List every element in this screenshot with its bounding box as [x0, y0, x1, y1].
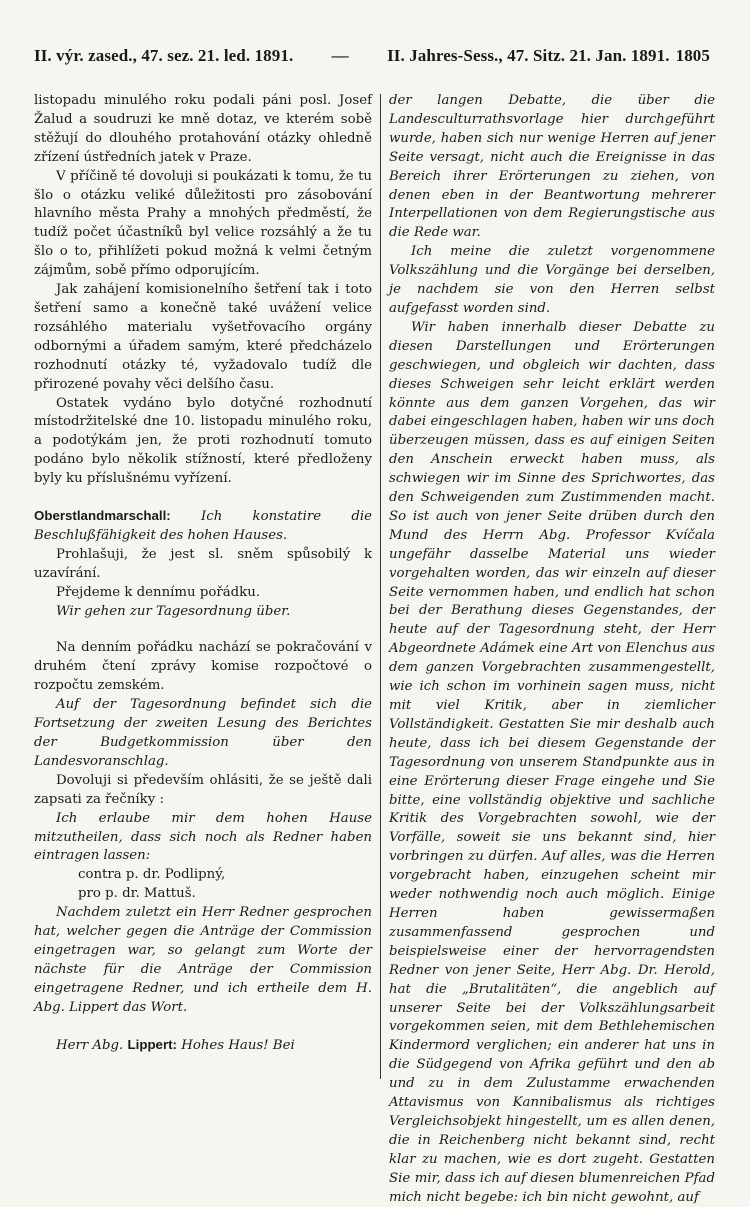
- speaker-list: [34, 866, 372, 904]
- paragraph: Auf der Tagesordnung befindet sich die Fortsetzung der zweiten Lesung des Berichtes der Budgetkommission über den Landesvoranschlag.: [34, 697, 372, 769]
- speaker-paragraph: [34, 507, 372, 546]
- paragraph: listopadu minulého roku podali páni posl. Josef Žalud a soudruzi ke mně dotaz, ve kterém sobě stěžují do dlouhého protahování otázky ohledně zřízení ústředních jatek v Praze.: [34, 93, 372, 165]
- page-number: 1805: [675, 46, 710, 65]
- paragraph: Nachdem zuletzt ein Herr Redner gesprochen hat, welcher gegen die Anträge der Commission eingetragen war, so gelangt zum Worte der nächste für die Anträge der Commission eingetragene Redner, und ich ertheile dem H. Abg. Lippert das Wort.: [34, 905, 372, 1015]
- left-column: [34, 92, 372, 1092]
- speaker-list-item: pro p. dr. Mattuš.: [78, 886, 196, 902]
- header-dash: —: [331, 46, 349, 65]
- speaker-title: Herr Abg.: [56, 1037, 124, 1053]
- speaker-paragraph: [34, 1036, 372, 1056]
- paragraph: V příčině té dovoluji si poukázati k tomu, že tu šlo o otázku veliké důležitosti pro zásobování hlavního města Prahy a mnohých předměstí, že tudíž počet účastníků byl velice rozsáhlý a že tu šlo o to, přihlížeti pokud možná k velmi četným zájmům, sobě přímo odporujícím.: [34, 168, 372, 279]
- paragraph: Ostatek vydáno bylo dotyčné rozhodnutí místodržitelské dne 10. listopadu minulého roku, a podotýkám jen, že proti rozhodnutí tomuto podáno bylo několik stížností, které předloženy byly ku příslušnému vyřízení.: [34, 395, 372, 487]
- paragraph: Jak zahájení komisionelního šetření tak i toto šetření samo a konečně také uvážení velice rozsáhlého materialu vyšetřovacího orgány odbornými a úřadem samým, které předcházelo rozhodnutí otázky té, vyžadovalo tudíž dle přirozené povahy věci delšího času.: [34, 282, 372, 392]
- paragraph: Dovoluji si především ohlásiti, že se ještě dali zapsati za řečníky :: [34, 772, 372, 807]
- paragraph: Prohlašuji, že jest sl. sněm spůsobilý k uzavírání.: [34, 546, 372, 581]
- speaker-text: Ich konstatire die Beschlußfähigkeit des hohen Hauses.: [34, 509, 372, 543]
- paragraph: Ich meine die zuletzt vorgenommene Volkszählung und die Vorgänge bei derselben, je nachdem sie von den Herren selbst aufgefasst worden sind.: [389, 244, 715, 316]
- header-german: II. Jahres-Sess., 47. Sitz. 21. Jan. 1891.: [387, 46, 670, 65]
- speaker-list-item: contra p. dr. Podlipný,: [78, 867, 226, 883]
- paragraph: der langen Debatte, die über die Landesculturrathsvorlage hier durchgeführt wurde, haben sich nur wenige Herren auf jener Seite versagt, nicht auch die Ereignisse in das Bereich ihrer Erörterungen zu ziehen, von denen eben in der Beantwortung mehrerer Interpellationen von dem Regierungstische aus die Rede war.: [389, 93, 715, 241]
- right-column: [389, 92, 715, 1205]
- speaker-name: Oberstlandmarschall:: [34, 508, 171, 524]
- column-divider: [380, 94, 381, 1079]
- paragraph: Přejdeme k dennímu pořádku.: [56, 584, 260, 600]
- paragraph: Wir gehen zur Tagesordnung über.: [56, 603, 291, 619]
- page-header: [34, 46, 710, 72]
- paragraph: Na denním pořádku nachází se pokračování v druhém čtení zprávy komise rozpočtové o rozpočtu zemském.: [34, 640, 372, 694]
- header-czech: II. výr. zased., 47. sez. 21. led. 1891.: [34, 46, 294, 65]
- paragraph: Ich erlaube mir dem hohen Hause mitzutheilen, dass sich noch als Redner haben eintragen lassen:: [34, 810, 372, 864]
- speaker-name: Lippert:: [127, 1036, 177, 1052]
- paragraph: Wir haben innerhalb dieser Debatte zu diesen Darstellungen und Erörterungen geschwiegen, und obgleich wir dachten, dass dieses Schweigen sehr leicht erklärt werden könnte aus dem ganzen Vorgehen, das wir dabei eingeschlagen haben, haben wir uns doch überzeugen müssen, dass es auf einigen Seiten den Anschein erweckt haben muss, als schwiegen wir im Sinne des Sprichwortes, das den Schweigenden zum Zustimmenden macht. So ist auch von jener Seite drüben durch den Mund des Herrn Abg. Professor Kvíčala ungefähr dasselbe Material uns wieder vorgehalten worden, das wir einzeln auf dieser Seite vernommen haben, und endlich hat schon bei der Berathung dieses Gegenstandes, der heute auf der Tagesordnung steht, der Herr Abgeordnete Adámek eine Art von Elenchus aus dem ganzen Vorgebrachten zusammengestellt, wie ich schon im vorhinein sagen muss, nicht mit viel Kritik, aber in ziemlicher Vollständigkeit. Gestatten Sie mir deshalb auch heute, dass ich bei diesem Gegenstande der Tagesordnung von unserem Standpunkte aus in eine Erörterung dieser Frage eingehe und Sie bitte, eine vollständig objektive und sachliche Kritik des Vorgebrachten sowohl, wie der Vorfälle, soweit sie uns bekannt sind, hier vorbringen zu dürfen. Auf alles, was die Herren vorgebracht haben, einzugehen scheint mir weder nothwendig noch auch möglich. Einige Herren haben gewissermaßen zusammenfassend gesprochen und beispielsweise einer der hervorragendsten Redner von jener Seite, Herr Abg. Dr. Herold, hat die „Brutalitäten“, die angeblich auf unserer Seite bei der Volkszählungsarbeit vorgekommen seien, mit dem Bethlehemischen Kindermord verglichen; ein anderer hat uns in die Südgegend von Afrika geführt und den ab und zu in dem Zulustamme erwachenden Attavismus von Kannibalismus als richtiges Vergleichsobjekt hingestellt, um es allen denen, die in Reichenberg nicht bekannt sind, recht klar zu machen, wie es dort zugeht. Gestatten Sie mir, dass ich auf diesen blumenreichen Pfad mich nicht begebe: ich bin nicht gewohnt, auf: [389, 319, 715, 1205]
- speaker-text: Hohes Haus! Bei: [181, 1037, 295, 1053]
